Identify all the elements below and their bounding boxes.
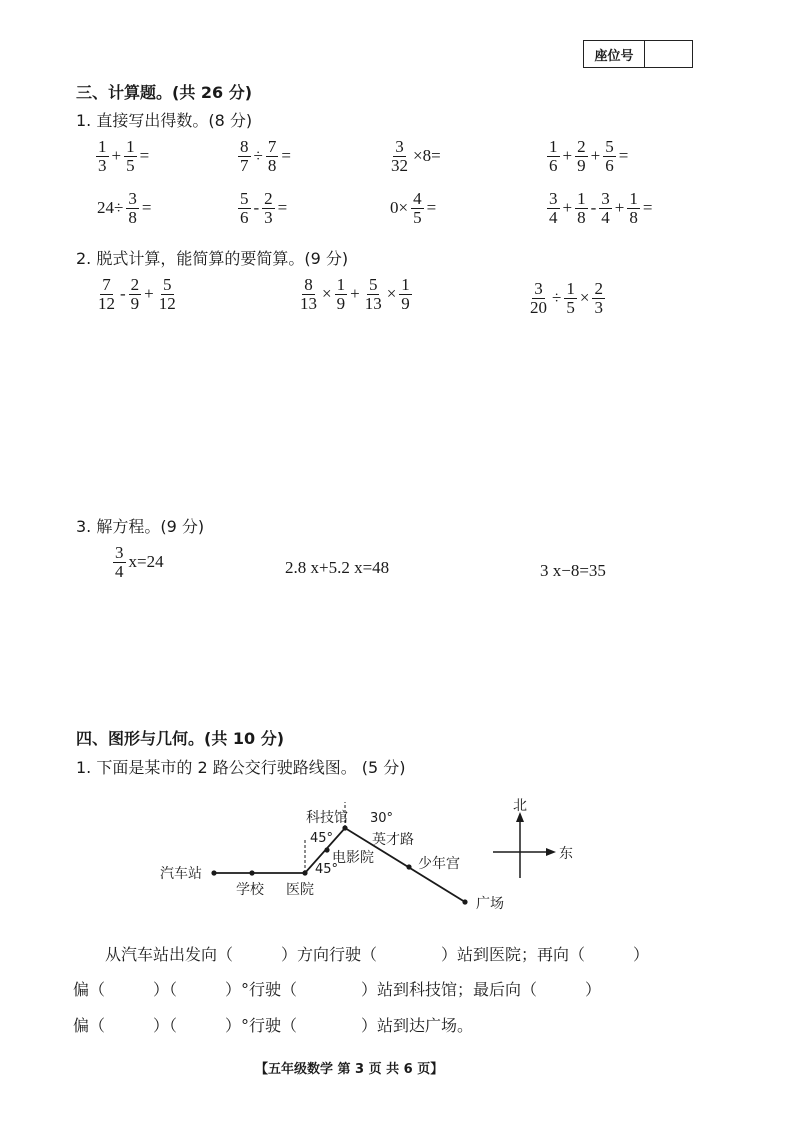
numerator: 1 bbox=[401, 275, 410, 294]
numerator: 3 bbox=[115, 543, 124, 562]
denominator: 3 bbox=[264, 207, 273, 227]
numerator: 2 bbox=[264, 189, 273, 208]
fraction bbox=[129, 276, 142, 313]
fill-line-3: 偏（ ）（ ）°行驶（ ）站到达广场。 bbox=[73, 1016, 474, 1035]
s4-q1-title: 1. 下面是某市的 2 路公交行驶路线图。 (5 分) bbox=[76, 758, 406, 777]
denominator: 9 bbox=[130, 293, 140, 313]
fraction bbox=[126, 190, 139, 227]
section3-title: 三、计算题。(共 26 分) bbox=[76, 83, 253, 102]
fraction bbox=[262, 190, 275, 227]
numerator: 4 bbox=[413, 189, 422, 208]
calc-item bbox=[546, 190, 654, 227]
fraction bbox=[528, 280, 549, 317]
denominator: 5 bbox=[126, 155, 135, 175]
numerator: 2 bbox=[594, 279, 603, 298]
denominator: 6 bbox=[549, 155, 558, 175]
fraction bbox=[238, 190, 251, 227]
denominator: 9 bbox=[401, 293, 410, 313]
numerator: 5 bbox=[605, 137, 614, 156]
stop-cinema bbox=[324, 847, 329, 852]
equation-3: 3 x−8=35 bbox=[540, 561, 606, 580]
label-cinema: 电影院 bbox=[332, 850, 374, 866]
east-arrow-icon bbox=[546, 848, 556, 856]
denominator: 3 bbox=[594, 297, 603, 317]
stop-science-museum bbox=[342, 825, 347, 830]
fraction bbox=[96, 138, 109, 175]
label-science-museum: 科技馆 bbox=[306, 810, 348, 826]
operator: + bbox=[111, 146, 122, 166]
fraction bbox=[335, 276, 348, 313]
operator: = bbox=[281, 146, 291, 166]
operator: ÷ bbox=[253, 146, 263, 166]
denominator: 5 bbox=[413, 207, 422, 227]
fraction bbox=[124, 138, 137, 175]
operator: + bbox=[144, 284, 154, 304]
label-east: 东 bbox=[559, 846, 573, 862]
operator: + bbox=[590, 146, 601, 166]
operator: = bbox=[618, 146, 629, 166]
fraction bbox=[592, 280, 605, 317]
operator: + bbox=[562, 146, 573, 166]
q3-title: 3. 解方程。(9 分) bbox=[76, 517, 205, 536]
fraction bbox=[547, 138, 560, 175]
denominator: 12 bbox=[158, 293, 176, 313]
denominator: 8 bbox=[267, 155, 277, 175]
fraction bbox=[157, 276, 178, 313]
label-youth-palace: 少年宫 bbox=[418, 856, 460, 872]
fraction bbox=[564, 280, 577, 317]
label-angle-45-top: 45° bbox=[310, 831, 334, 846]
denominator: 8 bbox=[128, 207, 137, 227]
equation-1 bbox=[112, 544, 166, 581]
numerator: 8 bbox=[304, 275, 313, 294]
operator: + bbox=[562, 198, 573, 218]
numerator: 1 bbox=[336, 275, 346, 294]
label-bus-station: 汽车站 bbox=[160, 866, 202, 882]
operator: × bbox=[579, 288, 590, 308]
numerator: 5 bbox=[163, 275, 172, 294]
numerator: 1 bbox=[566, 279, 575, 298]
label-north: 北 bbox=[513, 798, 527, 814]
fraction bbox=[363, 276, 384, 313]
denominator: 6 bbox=[240, 207, 249, 227]
fill-line-1: 从汽车站出发向（ ）方向行驶（ ）站到医院；再向（ ） bbox=[105, 945, 650, 964]
operator: - bbox=[120, 284, 126, 304]
operator: = bbox=[277, 198, 288, 218]
denominator: 4 bbox=[115, 561, 124, 581]
numerator: 5 bbox=[240, 189, 249, 208]
numerator: 3 bbox=[534, 279, 543, 298]
numerator: 3 bbox=[549, 189, 558, 208]
numerator: 2 bbox=[577, 137, 586, 156]
numerator: 3 bbox=[395, 137, 404, 156]
stop-hospital bbox=[302, 870, 307, 875]
q1-title: 1. 直接写出得数。(8 分) bbox=[76, 111, 253, 130]
operator: = bbox=[642, 198, 653, 218]
operator: + bbox=[614, 198, 625, 218]
bus-route-map bbox=[0, 790, 794, 920]
fraction bbox=[603, 138, 616, 175]
operator: + bbox=[350, 284, 360, 304]
fraction bbox=[389, 138, 410, 175]
calc-item bbox=[527, 280, 606, 317]
operator: 0× bbox=[390, 198, 409, 218]
label-hospital: 医院 bbox=[286, 882, 314, 898]
numerator: 3 bbox=[601, 189, 610, 208]
fraction bbox=[547, 190, 560, 227]
numerator: 5 bbox=[368, 275, 378, 294]
seat-number-box bbox=[583, 40, 693, 68]
calc-item bbox=[95, 190, 153, 227]
calc-item bbox=[388, 190, 438, 227]
fill-line-2: 偏（ ）（ ）°行驶（ ）站到科技馆；最后向（ ） bbox=[73, 980, 602, 999]
calc-item bbox=[95, 276, 179, 313]
operator: 24÷ bbox=[97, 198, 124, 218]
operator: ÷ bbox=[552, 288, 562, 308]
numerator: 7 bbox=[102, 275, 111, 294]
denominator: 13 bbox=[364, 293, 382, 313]
operator: = bbox=[139, 146, 150, 166]
numerator: 1 bbox=[98, 137, 107, 156]
denominator: 5 bbox=[566, 297, 575, 317]
section4-title: 四、图形与几何。(共 10 分) bbox=[76, 729, 285, 748]
label-angle-45-bottom: 45° bbox=[315, 862, 339, 877]
numerator: 3 bbox=[128, 189, 137, 208]
calc-item bbox=[546, 138, 630, 175]
operator: x=24 bbox=[128, 552, 164, 572]
denominator: 13 bbox=[300, 293, 317, 313]
calc-item bbox=[297, 276, 413, 313]
denominator: 32 bbox=[391, 155, 408, 175]
stop-square bbox=[462, 899, 467, 904]
denominator: 4 bbox=[601, 207, 610, 227]
stop-youth-palace bbox=[406, 864, 411, 869]
operator: - bbox=[253, 198, 260, 218]
fraction bbox=[627, 190, 640, 227]
label-angle-30: 30° bbox=[370, 811, 394, 826]
denominator: 8 bbox=[629, 207, 638, 227]
numerator: 1 bbox=[577, 189, 586, 208]
operator: = bbox=[426, 198, 437, 218]
denominator: 6 bbox=[605, 155, 614, 175]
fraction bbox=[575, 138, 588, 175]
numerator: 8 bbox=[240, 137, 249, 156]
fraction bbox=[238, 138, 251, 175]
operator: = bbox=[141, 198, 152, 218]
seat-number-label: 座位号 bbox=[584, 41, 645, 67]
stop-school bbox=[249, 870, 254, 875]
denominator: 9 bbox=[336, 293, 346, 313]
operator: × bbox=[322, 284, 332, 304]
q2-title: 2. 脱式计算，能简算的要简算。(9 分) bbox=[76, 249, 349, 268]
operator: ×8= bbox=[413, 146, 441, 166]
denominator: 3 bbox=[98, 155, 107, 175]
label-school: 学校 bbox=[236, 882, 264, 898]
equation-2: 2.8 x+5.2 x=48 bbox=[285, 558, 390, 577]
stop-bus-station bbox=[211, 870, 216, 875]
denominator: 4 bbox=[549, 207, 558, 227]
denominator: 9 bbox=[577, 155, 586, 175]
denominator: 20 bbox=[530, 297, 547, 317]
denominator: 7 bbox=[240, 155, 249, 175]
numerator: 7 bbox=[267, 137, 277, 156]
fraction bbox=[575, 190, 588, 227]
calc-item bbox=[237, 190, 289, 227]
calc-item bbox=[95, 138, 151, 175]
fraction bbox=[96, 276, 117, 313]
operator: - bbox=[590, 198, 597, 218]
fraction bbox=[399, 276, 412, 313]
calc-item bbox=[388, 138, 443, 175]
fraction bbox=[266, 138, 279, 175]
fraction bbox=[599, 190, 612, 227]
denominator: 12 bbox=[98, 293, 115, 313]
fraction bbox=[298, 276, 319, 313]
fraction bbox=[411, 190, 424, 227]
numerator: 1 bbox=[549, 137, 558, 156]
numerator: 1 bbox=[629, 189, 638, 208]
denominator: 8 bbox=[577, 207, 586, 227]
numerator: 1 bbox=[126, 137, 135, 156]
fraction bbox=[113, 544, 126, 581]
calc-item bbox=[237, 138, 293, 175]
page-footer: 【五年级数学 第 3 页 共 6 页】 bbox=[255, 1062, 444, 1077]
operator: × bbox=[386, 284, 397, 304]
label-yingcai-road: 英才路 bbox=[372, 832, 414, 848]
label-square: 广场 bbox=[476, 896, 504, 912]
numerator: 2 bbox=[130, 275, 140, 294]
